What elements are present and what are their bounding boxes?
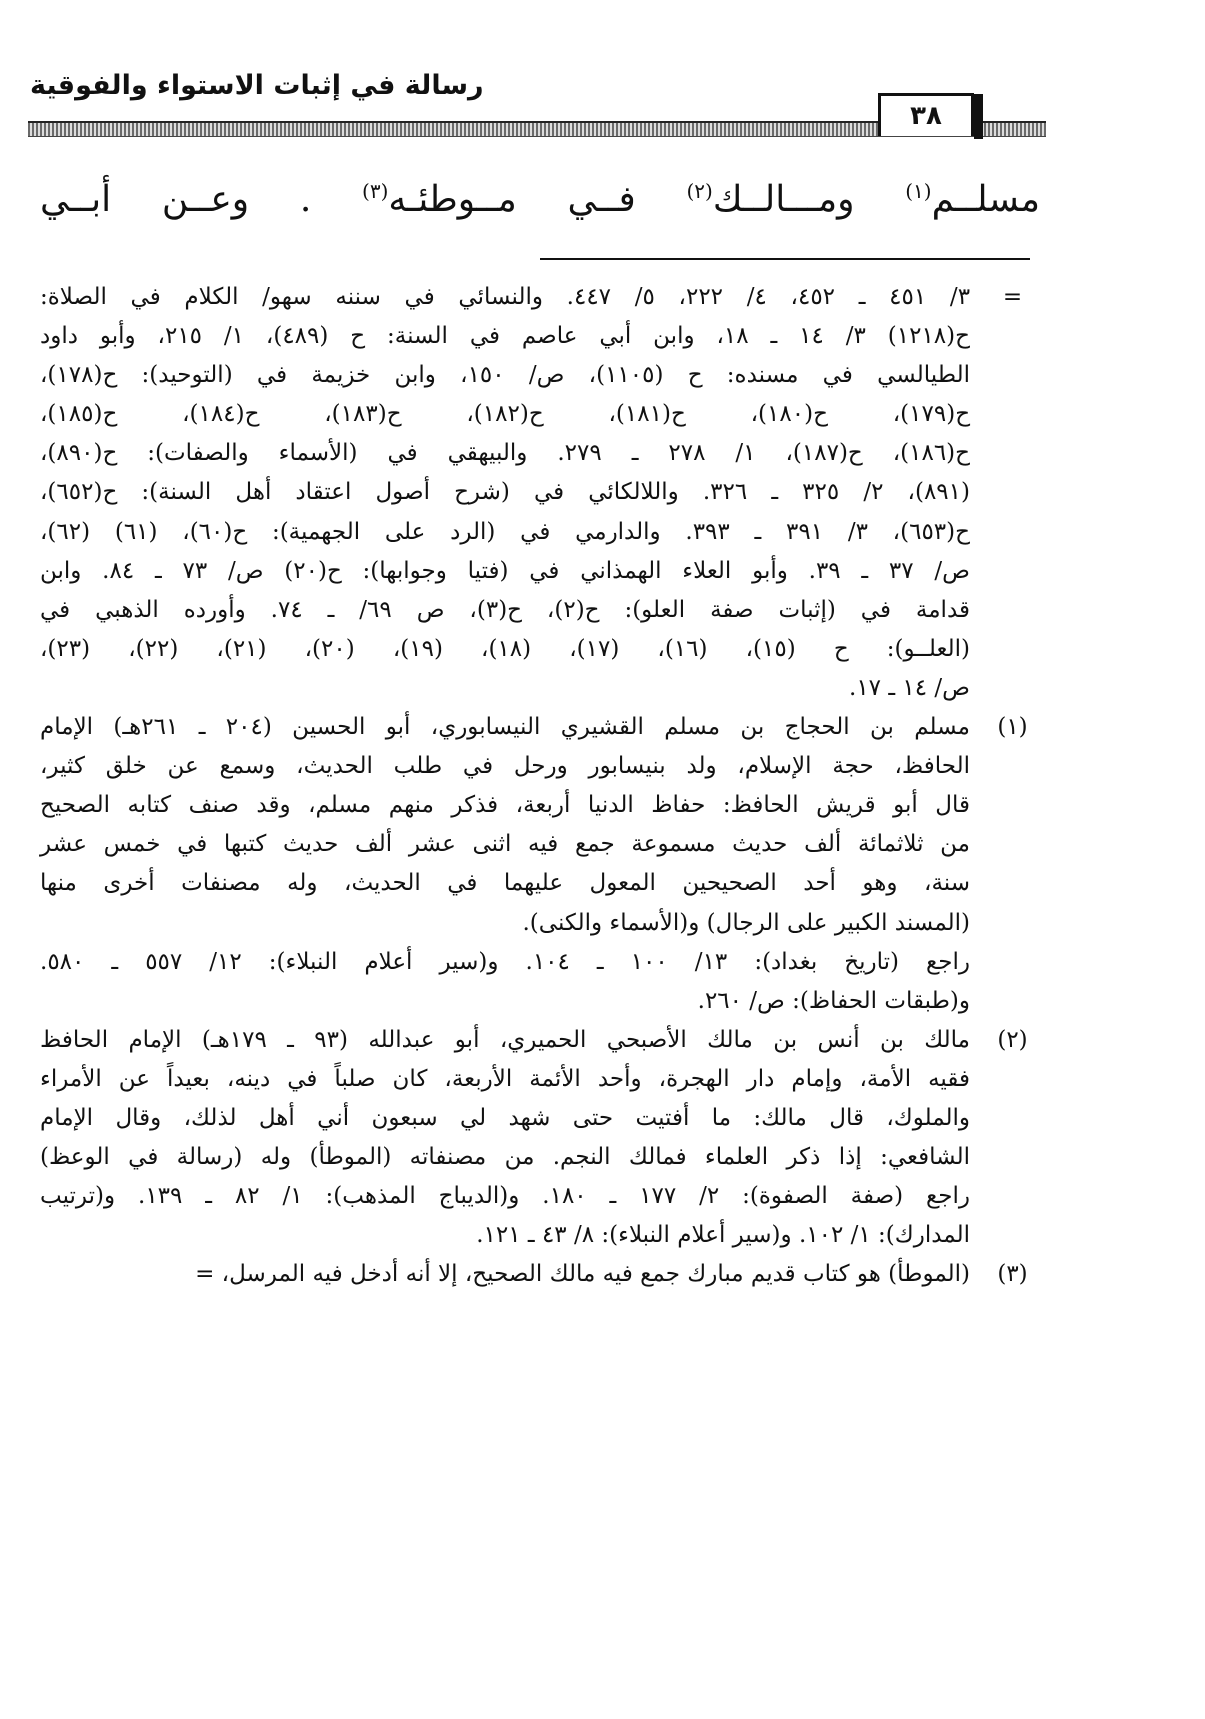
footnote-2 <box>40 1021 1040 1256</box>
footnote-line: قدامة في (إثبات صفة العلو): ح(٢)، ح(٣)، ص ٦٩/ ـ ٧٤. وأورده الذهبي في <box>40 596 971 623</box>
footnote-line: ص/ ٣٧ ـ ٣٩. وأبو العلاء الهمذاني في (فتيا وجوابها): ح(٢٠) ص/ ٧٣ ـ ٨٤. وابن <box>40 557 970 584</box>
footnote-line: الطيالسي في مسنده: ح (١١٠٥)، ص/ ١٥٠، وابن خزيمة في (التوحيد): ح(١٧٨)، <box>40 362 970 389</box>
footnote-line: راجع (صفة الصفوة): ٢/ ١٧٧ ـ ١٨٠. و(الديباج المذهب): ١/ ٨٢ ـ ١٣٩. و(ترتيب <box>40 1183 971 1210</box>
footnote-ref-1[interactable]: (١) <box>905 179 932 203</box>
page-number-text: ٣٨ <box>910 101 942 131</box>
footnote-line: (المسند الكبير على الرجال) و(الأسماء والكنى). <box>522 909 970 936</box>
footnote-line: فقيه الأمة، وإمام دار الهجرة، وأحد الأئمة الأربعة، كان صلباً في دينه، بعيداً عن الأمراء <box>40 1065 970 1092</box>
main-word: فــي <box>567 179 636 220</box>
footnote-line: الحافظ، حجة الإسلام، ولد بنيسابور ورحل في طلب الحديث، وسمع عن خلق كثير، <box>40 753 970 780</box>
main-word: مسلــم <box>931 179 1040 220</box>
footnote-line: ح(١٢١٨) ٣/ ١٤ ـ ١٨، وابن أبي عاصم في السنة: ح (٤٨٩)، ١/ ٢١٥، وأبو داود <box>40 323 970 350</box>
main-word: . وعــن أبــي <box>40 179 312 220</box>
footnote-ref-3[interactable]: (٣) <box>362 179 389 203</box>
running-title: رسالة في إثبات الاستواء والفوقية <box>30 70 484 101</box>
footnote-line: قال أبو قريش الحافظ: حفاظ الدنيا أربعة، فذكر منهم مسلم، وقد صنف كتابه الصحيح <box>40 792 970 819</box>
main-word: ومـــالــك <box>712 179 855 220</box>
footnote-3 <box>40 1255 1040 1294</box>
footnote-line: سنة، وهو أحد الصحيحين المعول عليهما في الحديث، وله مصنفات أخرى منها <box>40 870 970 897</box>
footnote-line: مسلم بن الحجاج بن مسلم القشيري النيسابوري، أبو الحسين (٢٠٤ ـ ٢٦١هـ) الإمام <box>40 714 970 741</box>
footnote-marker: (٢) <box>997 1026 1028 1053</box>
footnote-continuation <box>40 278 1040 708</box>
footnote-line: المدارك): ١/ ١٠٢. و(سير أعلام النبلاء): ٨/ ٤٣ ـ ١٢١. <box>476 1222 970 1249</box>
main-text-line <box>40 170 1040 230</box>
footnote-line: (الموطأ) هو كتاب قديم مبارك جمع فيه مالك الصحيح، إلا أنه أدخل فيه المرسل، = <box>195 1261 970 1288</box>
footnote-line: والملوك، قال مالك: ما أفتيت حتى شهد لي سبعون أني أهل لذلك، وقال الإمام <box>40 1104 970 1131</box>
footnote-line: ص/ ١٤ ـ ١٧. <box>849 674 970 701</box>
footnote-line: (العلــو): ح (١٥)، (١٦)، (١٧)، (١٨)، (١٩)، (٢٠)، (٢١)، (٢٢)، (٢٣)، <box>40 635 970 662</box>
footnote-line: من ثلاثمائة ألف حديث مسموعة جمع فيه اثنى عشر ألف حديث كتبها في خمس عشر <box>40 831 970 858</box>
footnote-line: ح(١٨٦)، ح(١٨٧)، ١/ ٢٧٨ ـ ٢٧٩. والبيهقي في (الأسماء والصفات): ح(٨٩٠)، <box>40 440 970 467</box>
footnote-1 <box>40 708 1040 1021</box>
footnote-line: ح(٦٥٣)، ٣/ ٣٩١ ـ ٣٩٣. والدارمي في (الرد على الجهمية): ح(٦٠)، (٦١) (٦٢)، <box>40 518 970 545</box>
footnote-marker: = <box>1002 284 1023 310</box>
footnotes <box>40 278 1040 1294</box>
footnote-line: الشافعي: إذا ذكر العلماء فمالك النجم. من مصنفاته (الموطأ) وله (رسالة في الوعظ) <box>40 1144 970 1171</box>
footnote-line: ٣/ ٤٥١ ـ ٤٥٢، ٤/ ٢٢٢، ٥/ ٤٤٧. والنسائي في سننه سهو/ الكلام في الصلاة: <box>40 284 971 310</box>
footnote-line: راجع (تاريخ بغداد): ١٣/ ١٠٠ ـ ١٠٤. و(سير أعلام النبلاء): ١٢/ ٥٥٧ ـ ٥٨٠. <box>40 948 971 975</box>
footnote-separator <box>540 258 1030 260</box>
page-number-bar <box>974 94 983 139</box>
footnote-line: (٨٩١)، ٢/ ٣٢٥ ـ ٣٢٦. واللالكائي في (شرح أصول اعتقاد أهل السنة): ح(٦٥٢)، <box>40 479 970 506</box>
footnote-marker: (١) <box>997 714 1028 741</box>
footnote-line: مالك بن أنس بن مالك الأصبحي الحميري، أبو عبدالله (٩٣ ـ ١٧٩هـ) الإمام الحافظ <box>40 1026 970 1053</box>
footnote-line: و(طبقات الحفاظ): ص/ ٢٦٠. <box>697 987 970 1014</box>
page-number <box>878 93 974 136</box>
footnote-ref-2[interactable]: (٢) <box>686 179 713 203</box>
footnote-line: ح(١٧٩)، ح(١٨٠)، ح(١٨١)، ح(١٨٢)، ح(١٨٣)، ح(١٨٤)، ح(١٨٥)، <box>40 401 971 428</box>
main-word: مــوطئـه <box>388 179 517 220</box>
footnote-marker: (٣) <box>997 1261 1028 1288</box>
